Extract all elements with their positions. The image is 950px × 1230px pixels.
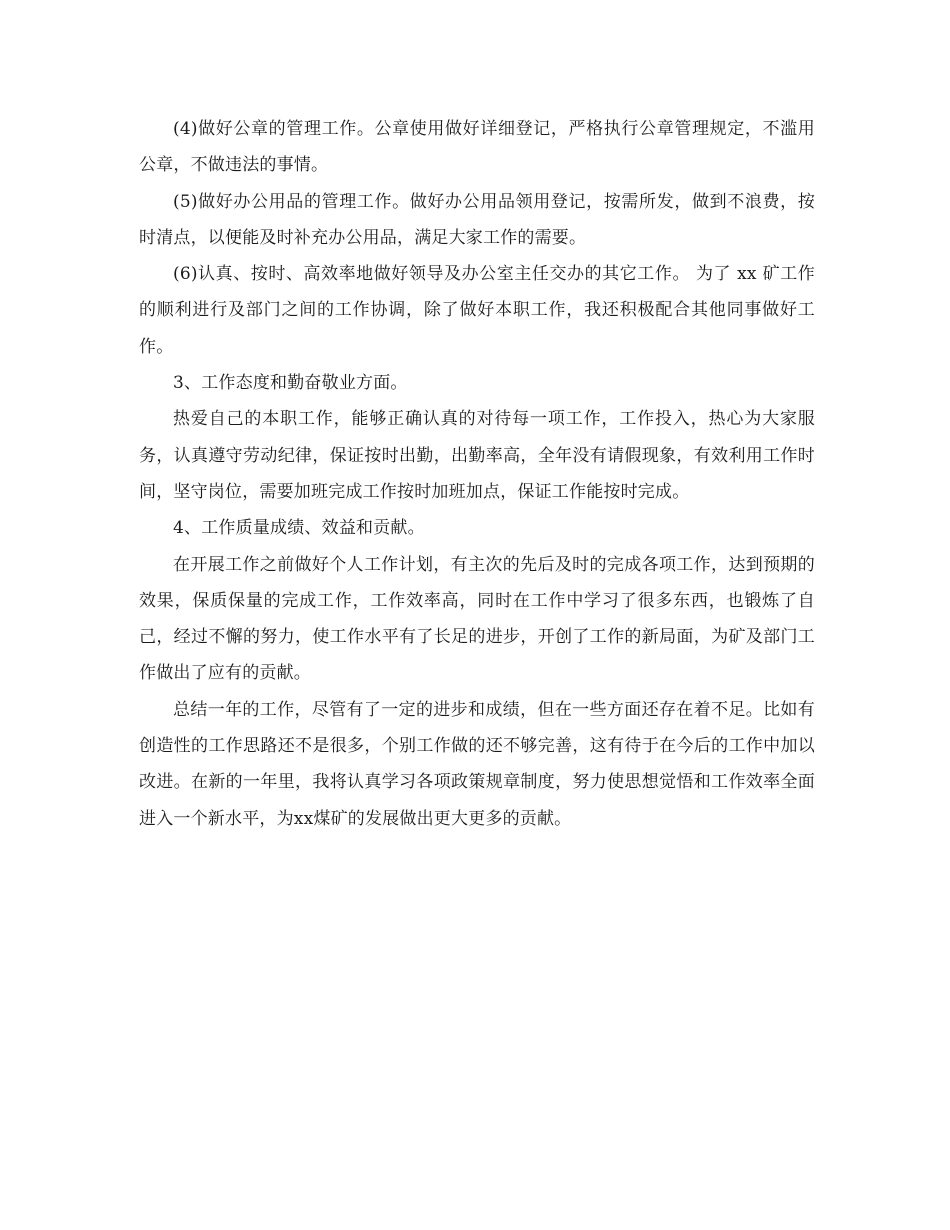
paragraph-seal-management: (4)做好公章的管理工作。公章使用做好详细登记，严格执行公章管理规定，不滥用公章，不做违法的事情。 [139, 119, 815, 176]
section-heading-work-quality: 4、工作质量成绩、效益和贡献。 [173, 518, 425, 539]
paragraph-summary: 总结一年的工作，尽管有了一定的进步和成绩，但在一些方面还存在着不足。比如有创造性的工作思路还不是很多，个别工作做的还不够完善，这有待于在今后的工作中加以改进。在新的一年里，我将认真学习各项政策规章制度，努力使思想觉悟和工作效率全面进入一个新水平，为xx煤矿的发展做出更大更多的贡献。 [139, 699, 815, 829]
section-heading-work-attitude: 3、工作态度和勤奋敬业方面。 [173, 373, 408, 394]
paragraph-office-supplies: (5)做好办公用品的管理工作。做好办公用品领用登记，按需所发，做到不浪费，按时清点，以便能及时补充办公用品，满足大家工作的需要。 [139, 191, 815, 248]
paragraph-assigned-tasks: (6)认真、按时、高效率地做好领导及办公室主任交办的其它工作。 为了 xx 矿工作的顺利进行及部门之间的工作协调，除了做好本职工作，我还积极配合其他同事做好工作。 [139, 264, 815, 357]
paragraph-work-attitude: 热爱自己的本职工作，能够正确认真的对待每一项工作，工作投入，热心为大家服务，认真遵守劳动纪律，保证按时出勤，出勤率高，全年没有请假现象，有效利用工作时间，坚守岗位，需要加班完成工作按时加班加点，保证工作能按时完成。 [139, 409, 815, 502]
document-body [139, 111, 815, 837]
paragraph-work-quality: 在开展工作之前做好个人工作计划，有主次的先后及时的完成各项工作，达到预期的效果，保质保量的完成工作，工作效率高，同时在工作中学习了很多东西，也锻炼了自己，经过不懈的努力，使工作水平有了长足的进步，开创了工作的新局面，为矿及部门工作做出了应有的贡献。 [139, 554, 815, 684]
